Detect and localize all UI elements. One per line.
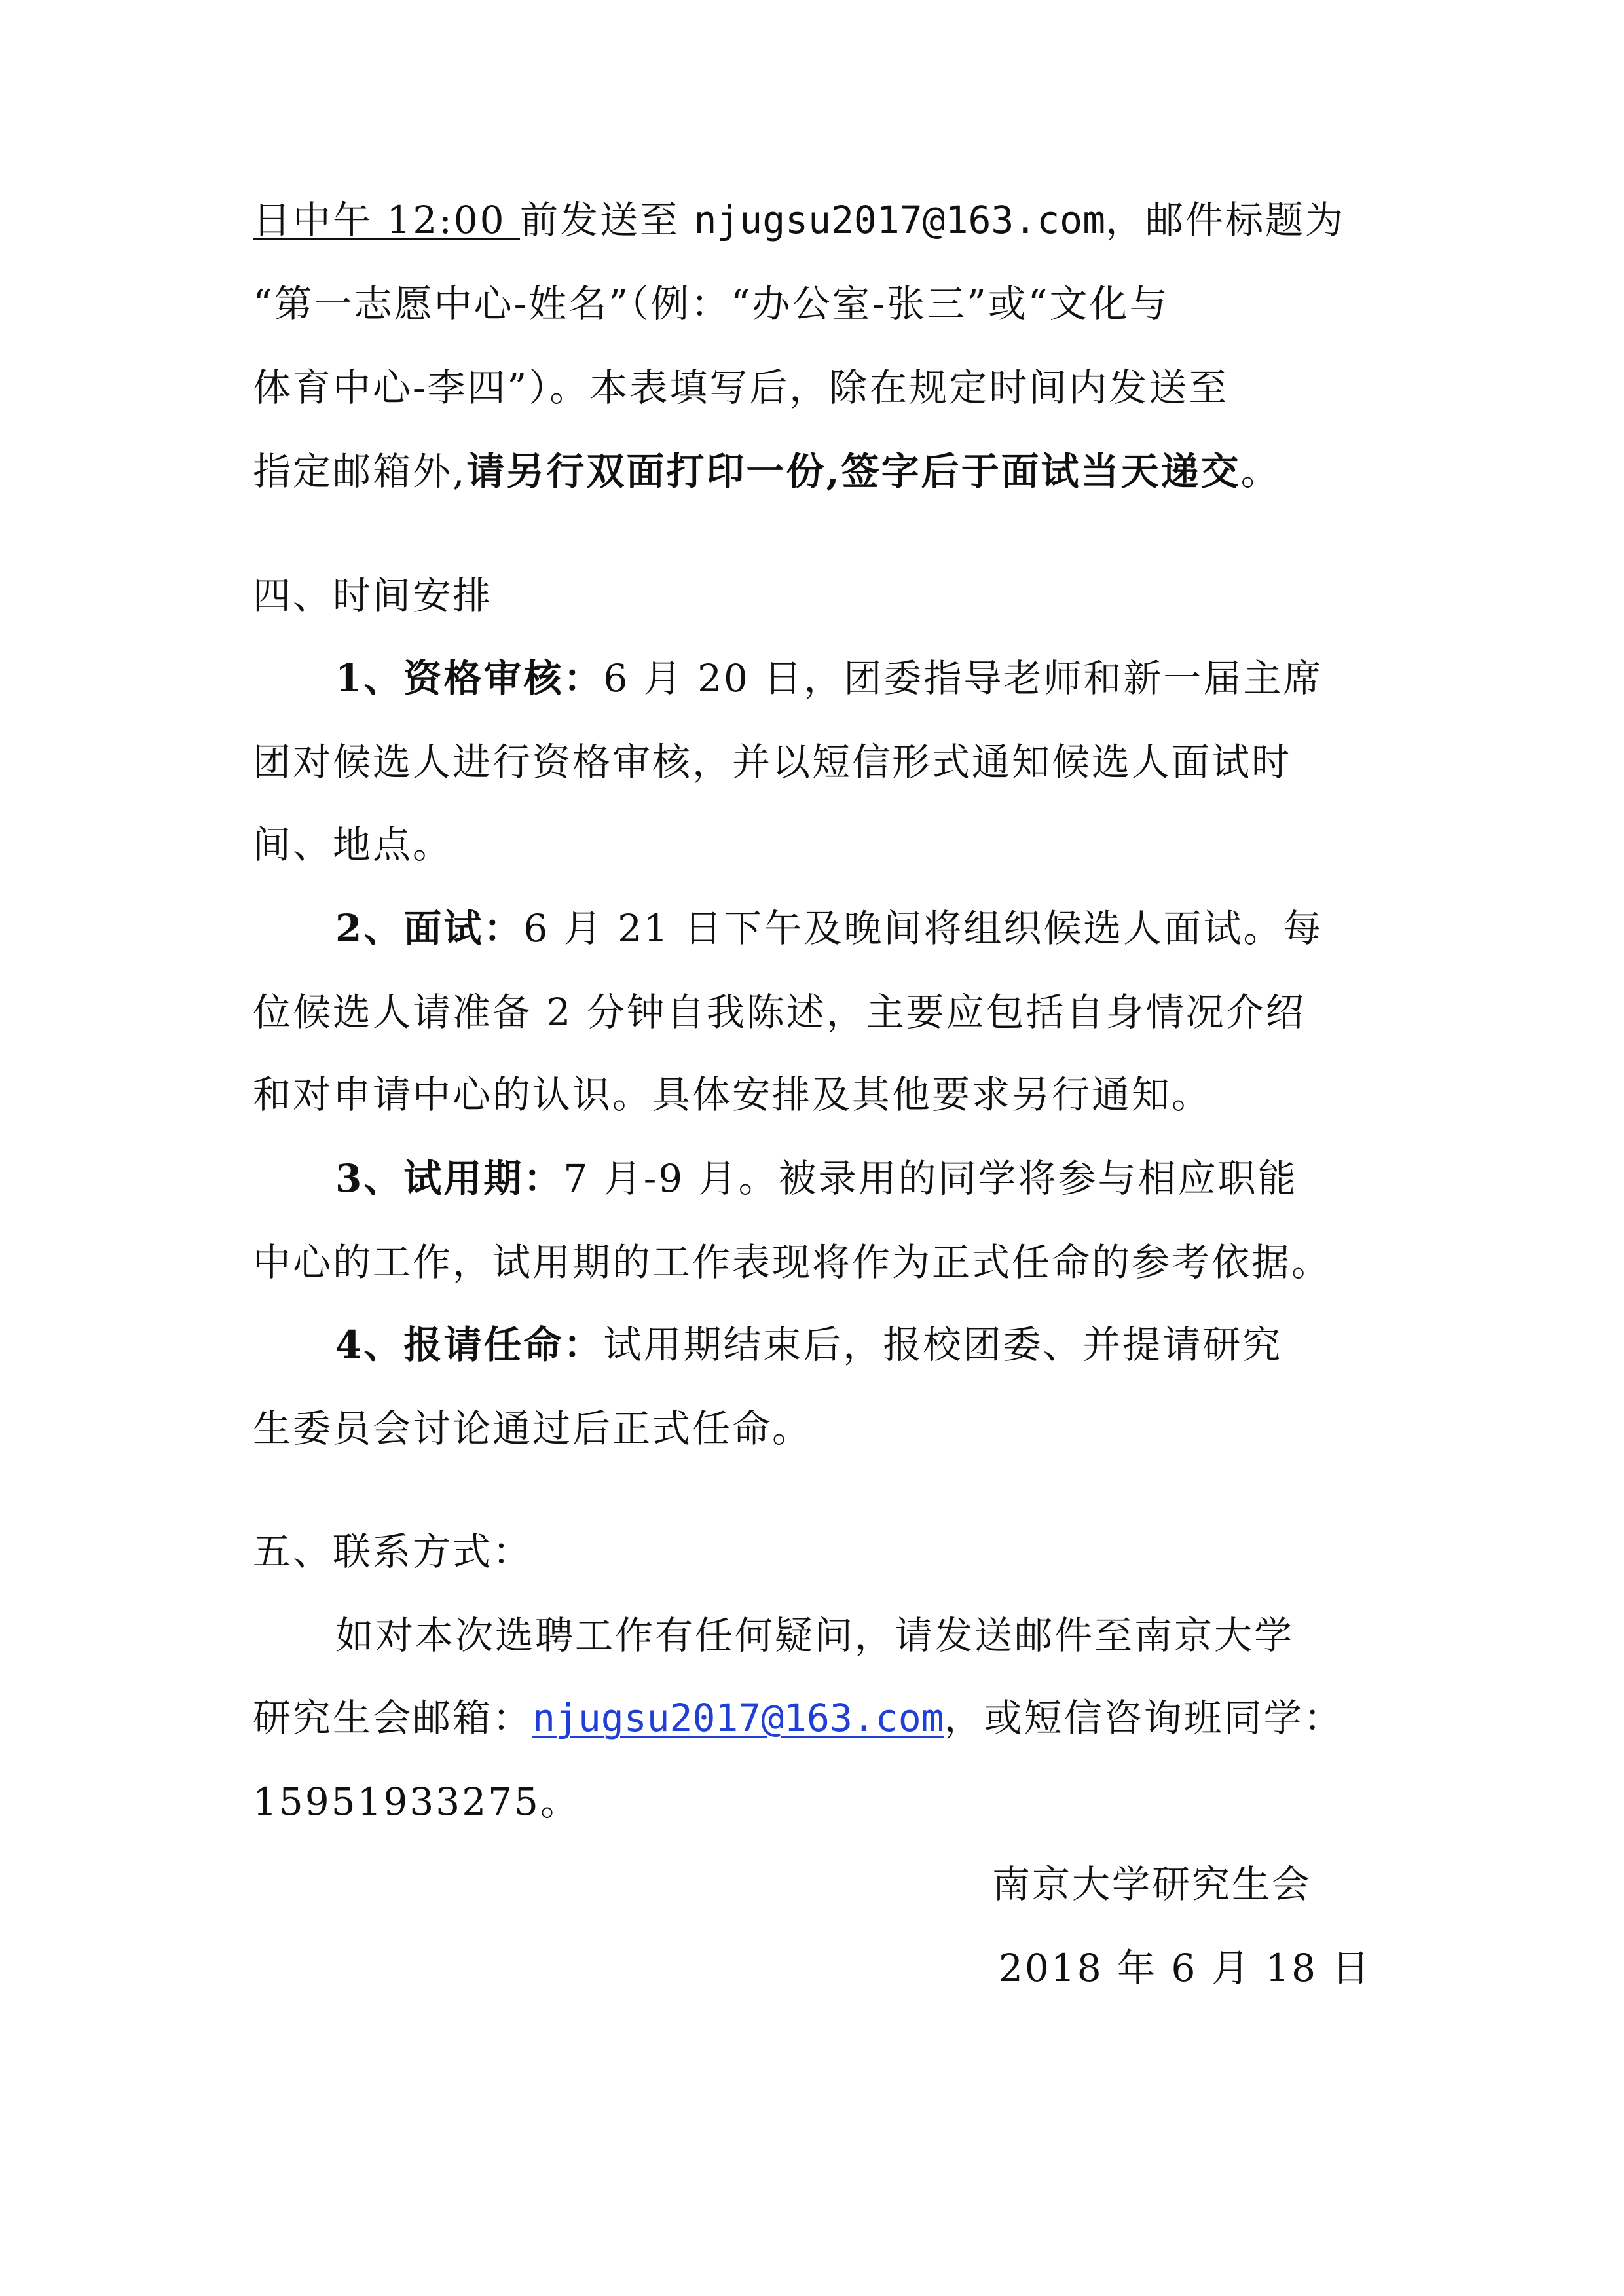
para1-line4 <box>253 448 1281 495</box>
item1-label: 1、资格审核： <box>335 656 604 701</box>
item1-line2: 团对候选人进行资格审核，并以短信形式通知候选人面试时 <box>253 740 1292 784</box>
para1-line4-end: 。 <box>1240 449 1281 494</box>
item2-line3: 和对申请中心的认识。具体安排及其他要求另行通知。 <box>253 1072 1212 1117</box>
item4-line2: 生委员会讨论通过后正式任命。 <box>253 1406 813 1451</box>
section4-heading: 四、时间安排 <box>253 574 493 618</box>
item4-line1 <box>335 1321 1282 1368</box>
para1-line3: 体育中心-李四”）。本表填写后，除在规定时间内发送至 <box>253 365 1229 410</box>
item3-line2: 中心的工作，试用期的工作表现将作为正式任命的参考依据。 <box>253 1240 1332 1285</box>
item1-line1 <box>335 655 1323 702</box>
signature-date: 2018 年 6 月 18 日 <box>999 1946 1372 1990</box>
item2-line2: 位候选人请准备 2 分钟自我陈述，主要应包括自身情况介绍 <box>253 990 1306 1034</box>
section5-line3: 15951933275。 <box>253 1779 580 1824</box>
item2-text: 6 月 21 日下午及晚间将组织候选人面试。每 <box>523 906 1323 951</box>
item1-line3: 间、地点。 <box>253 822 453 867</box>
item3-text: 7 月-9 月。被录用的同学将参与相应职能 <box>563 1156 1298 1201</box>
item3-label: 3、试用期： <box>335 1156 564 1201</box>
email-address-plain: njugsu2017@163.com <box>693 198 1106 242</box>
para1-line4-normal: 指定邮箱外, <box>253 449 467 494</box>
item1-text: 6 月 20 日，团委指导老师和新一届主席 <box>603 656 1323 701</box>
item4-label: 4、报请任命： <box>335 1322 604 1367</box>
section5-line2 <box>253 1694 1344 1741</box>
para1-line4-bold: 请另行双面打印一份,签字后于面试当天递交 <box>466 449 1241 494</box>
para1-title-intro: ，邮件标题为 <box>1105 198 1346 242</box>
para1-line2: “第一志愿中心-姓名”（例：“办公室-张三”或“文化与 <box>253 282 1170 326</box>
contact-email-link[interactable]: njugsu2017@163.com <box>532 1696 944 1740</box>
contact-email-suffix: ，或短信咨询班同学： <box>944 1696 1344 1740</box>
item3-line1 <box>335 1155 1298 1202</box>
section5-line1: 如对本次选聘工作有任何疑问，请发送邮件至南京大学 <box>335 1613 1295 1658</box>
item2-line1 <box>335 905 1323 952</box>
para1-send-to: 前发送至 <box>520 198 694 242</box>
item2-label: 2、面试： <box>335 906 524 951</box>
para1-line1 <box>253 196 1345 244</box>
section5-heading: 五、联系方式： <box>253 1529 533 1574</box>
signature-org: 南京大学研究生会 <box>992 1862 1312 1906</box>
contact-email-prefix: 研究生会邮箱： <box>253 1696 533 1740</box>
item4-text: 试用期结束后，报校团委、并提请研究 <box>603 1322 1283 1367</box>
deadline-underlined: 日中午 12:00 <box>253 198 521 242</box>
